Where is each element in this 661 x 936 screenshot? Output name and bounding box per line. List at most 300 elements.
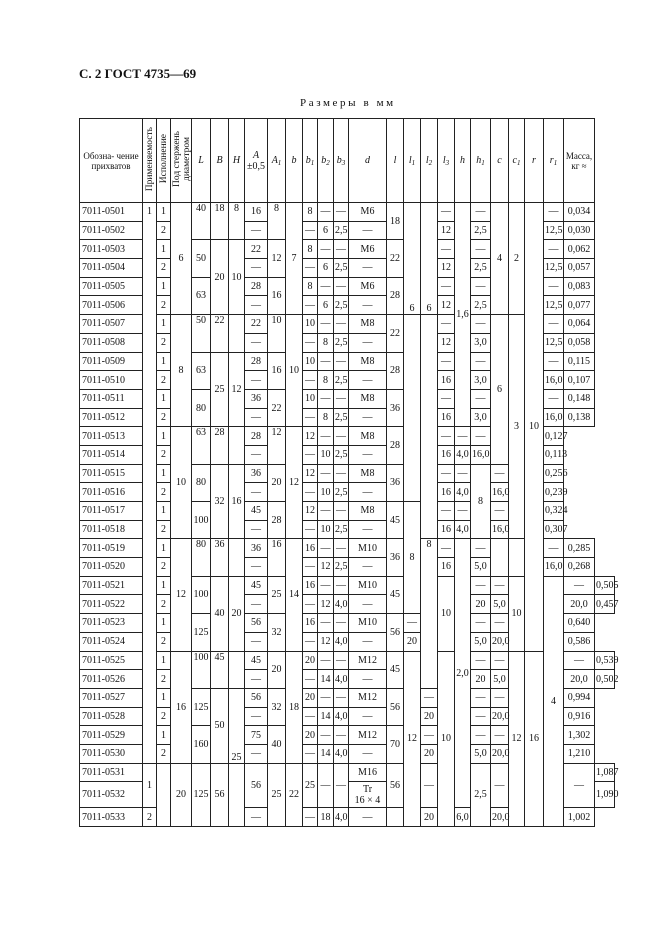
- B-cell: 22: [211, 315, 229, 352]
- execution-cell: 1: [157, 389, 171, 408]
- h1-cell: 5,0: [471, 744, 491, 763]
- b1-cell: —: [303, 808, 318, 827]
- b1-cell: —: [303, 445, 318, 464]
- designation-cell: 7011-0504: [80, 259, 143, 278]
- b2-cell: 6: [318, 259, 334, 278]
- table-row: [80, 203, 615, 222]
- col-l: l: [387, 119, 404, 203]
- A1-cell: 10: [268, 315, 286, 352]
- b-cell: 14: [286, 539, 303, 651]
- r1-cell: —: [564, 763, 595, 808]
- mass-cell: 0,502: [595, 670, 615, 689]
- execution-cell: 1: [157, 726, 171, 745]
- mass-cell: 0,539: [595, 651, 615, 670]
- h1-cell: —: [491, 763, 509, 808]
- designation-cell: 7011-0531: [80, 763, 143, 782]
- A-cell: —: [245, 520, 268, 539]
- l3-cell: 20: [421, 744, 438, 763]
- l3-cell: 20: [404, 632, 421, 651]
- col-b3: $b_3$: [334, 119, 349, 203]
- col-l1: $l_1$: [404, 119, 421, 203]
- b1-cell: 20: [303, 726, 318, 745]
- d-cell: Tr 16 × 4: [349, 782, 387, 808]
- r1-cell: 16,0: [544, 371, 564, 390]
- h1-cell: —: [471, 277, 491, 296]
- col-A1: $A_1$: [268, 119, 286, 203]
- b1-cell: 12: [303, 464, 318, 483]
- l3-cell: —: [438, 539, 455, 558]
- designation-cell: 7011-0502: [80, 221, 143, 240]
- L-cell: 80: [192, 464, 211, 501]
- r1-cell: —: [564, 576, 595, 595]
- b1-cell: 16: [303, 614, 318, 633]
- designation-cell: 7011-0510: [80, 371, 143, 390]
- mass-cell: 0,034: [564, 203, 595, 222]
- d-cell: М8: [349, 315, 387, 334]
- execution-cell: 1: [157, 576, 171, 595]
- b2-cell: —: [318, 688, 334, 707]
- b2-cell: 6: [318, 296, 334, 315]
- A1-cell: 28: [268, 502, 286, 539]
- d-cell: —: [349, 632, 387, 651]
- l3-cell: 12: [438, 259, 455, 278]
- h1-cell: 2,5: [471, 221, 491, 240]
- d-cell: —: [349, 595, 387, 614]
- A1-cell: 12: [268, 240, 286, 277]
- r1-cell: 16,0: [491, 520, 509, 539]
- d-cell: М8: [349, 464, 387, 483]
- h1-cell: 5,0: [491, 595, 509, 614]
- designation-cell: 7011-0511: [80, 389, 143, 408]
- l3-cell: —: [438, 464, 455, 483]
- l3-cell: —: [438, 427, 455, 446]
- H-cell: [229, 763, 245, 826]
- b3-cell: 2,5: [334, 333, 349, 352]
- r1-cell: 12,5: [544, 259, 564, 278]
- c1-cell: [509, 539, 525, 576]
- A-cell: 28: [245, 427, 268, 446]
- d-cell: —: [349, 408, 387, 427]
- r1-cell: 12,5: [544, 221, 564, 240]
- l3-cell: —: [438, 352, 455, 371]
- b-cell: 7: [286, 203, 303, 315]
- h1-cell: 5,0: [471, 632, 491, 651]
- mass-cell: 0,148: [564, 389, 595, 408]
- b3-cell: —: [334, 315, 349, 334]
- rod-diameter-cell: 6: [171, 203, 192, 315]
- designation-cell: 7011-0533: [80, 808, 143, 827]
- c1-cell: 4: [544, 576, 564, 826]
- execution-cell: 1: [157, 427, 171, 446]
- l-cell: 22: [387, 315, 404, 352]
- r1-cell: —: [544, 315, 564, 334]
- l3-cell: —: [421, 688, 438, 707]
- L-cell: 80: [192, 539, 211, 576]
- l-cell: 28: [387, 352, 404, 389]
- h1-cell: —: [471, 614, 491, 633]
- A1-cell: 8: [268, 203, 286, 240]
- b1-cell: 8: [303, 203, 318, 222]
- h1-cell: 5,0: [471, 558, 491, 577]
- b1-cell: —: [303, 632, 318, 651]
- b1-cell: —: [303, 296, 318, 315]
- L-cell: 50: [192, 315, 211, 352]
- b3-cell: 2,5: [334, 371, 349, 390]
- execution-cell: 1: [157, 502, 171, 521]
- d-cell: М8: [349, 389, 387, 408]
- A-cell: 16: [245, 203, 268, 222]
- L-cell: 100: [192, 576, 211, 613]
- col-H: H: [229, 119, 245, 203]
- designation-cell: 7011-0522: [80, 595, 143, 614]
- b1-cell: 10: [303, 389, 318, 408]
- r1-cell: —: [471, 427, 491, 446]
- execution-cell: 1: [157, 277, 171, 296]
- H-cell: 16: [229, 464, 245, 539]
- execution-cell: 1: [157, 352, 171, 371]
- col-c: c: [491, 119, 509, 203]
- A-cell: —: [245, 744, 268, 763]
- b1-cell: —: [303, 744, 318, 763]
- l2-cell: 8: [421, 539, 438, 689]
- designation-cell: 7011-0517: [80, 502, 143, 521]
- A-cell: 45: [245, 576, 268, 595]
- b-cell: 10: [286, 315, 303, 427]
- b1-cell: —: [303, 595, 318, 614]
- mass-cell: 0,113: [544, 445, 564, 464]
- A1-cell: 25: [268, 576, 286, 613]
- b2-cell: —: [318, 277, 334, 296]
- l-cell: 56: [387, 688, 404, 725]
- h1-cell: 5,0: [491, 670, 509, 689]
- c-cell: 12: [509, 651, 525, 827]
- designation-cell: 7011-0505: [80, 277, 143, 296]
- h1-cell: 2,5: [471, 296, 491, 315]
- b2-cell: 10: [318, 445, 334, 464]
- applicability-cell: 2: [143, 808, 157, 827]
- dimensions-caption: Размеры в мм: [300, 97, 396, 109]
- b1-cell: 16: [303, 539, 318, 558]
- l3-cell: 20: [471, 670, 491, 689]
- b3-cell: 4,0: [334, 670, 349, 689]
- d-cell: М6: [349, 203, 387, 222]
- l3-cell: 16: [438, 520, 455, 539]
- b2-cell: 12: [318, 595, 334, 614]
- mass-cell: 0,083: [564, 277, 595, 296]
- b2-cell: 14: [318, 670, 334, 689]
- b2-cell: 14: [318, 744, 334, 763]
- mass-cell: 0,057: [564, 259, 595, 278]
- execution-cell: 1: [157, 651, 171, 670]
- b3-cell: —: [334, 539, 349, 558]
- r1-cell: —: [491, 688, 509, 707]
- b2-cell: —: [318, 614, 334, 633]
- r1-cell: —: [544, 203, 564, 222]
- b1-cell: 8: [303, 240, 318, 259]
- b2-cell: —: [318, 539, 334, 558]
- mass-cell: 0,138: [564, 408, 595, 427]
- c1-cell: 2: [509, 203, 525, 315]
- mass-cell: 0,285: [564, 539, 595, 558]
- b2-cell: —: [318, 240, 334, 259]
- b3-cell: —: [334, 240, 349, 259]
- l-cell: 45: [387, 651, 404, 688]
- b3-cell: 2,5: [334, 221, 349, 240]
- col-l3: $l_3$: [438, 119, 455, 203]
- b3-cell: —: [334, 688, 349, 707]
- execution-cell: 2: [157, 445, 171, 464]
- col-A: A ±0,5: [245, 119, 268, 203]
- r1-cell: —: [491, 726, 509, 745]
- h1-cell: —: [471, 203, 491, 222]
- b3-cell: —: [334, 427, 349, 446]
- H-cell: 25: [229, 688, 245, 763]
- b1-cell: —: [303, 333, 318, 352]
- b2-cell: 8: [318, 408, 334, 427]
- d-cell: М8: [349, 502, 387, 521]
- h1-cell: —: [471, 389, 491, 408]
- mass-cell: 0,268: [564, 558, 595, 577]
- h1-cell: —: [471, 240, 491, 259]
- l3-cell: 20: [471, 595, 491, 614]
- l3-cell: 12: [438, 333, 455, 352]
- mass-cell: 0,256: [544, 464, 564, 483]
- d-cell: —: [349, 259, 387, 278]
- r1-cell: 20,0: [491, 808, 509, 827]
- c-cell: 10: [509, 576, 525, 651]
- b2-cell: 10: [318, 520, 334, 539]
- l3-cell: 16: [438, 445, 455, 464]
- b2-cell: —: [318, 502, 334, 521]
- l3-cell: 16: [438, 558, 455, 577]
- designation-cell: 7011-0519: [80, 539, 143, 558]
- A-cell: —: [245, 221, 268, 240]
- col-applicability: Применяемость: [143, 119, 157, 203]
- designation-cell: 7011-0508: [80, 333, 143, 352]
- c-cell: 6: [491, 315, 509, 465]
- A1-cell: 12: [268, 427, 286, 464]
- mass-cell: 0,062: [564, 240, 595, 259]
- execution-cell: 1: [157, 464, 171, 483]
- A1-cell: 16: [268, 539, 286, 576]
- clamps-dimensions-table: [79, 118, 619, 827]
- mass-cell: 0,127: [544, 427, 564, 446]
- col-b: b: [286, 119, 303, 203]
- d-cell: —: [349, 520, 387, 539]
- r1-cell: 12,5: [544, 296, 564, 315]
- A-cell: —: [245, 483, 268, 502]
- designation-cell: 7011-0503: [80, 240, 143, 259]
- A-cell: —: [245, 259, 268, 278]
- b1-cell: 25: [303, 763, 318, 808]
- designation-cell: 7011-0509: [80, 352, 143, 371]
- l3-cell: —: [404, 614, 421, 633]
- b-cell: 12: [286, 427, 303, 539]
- b1-cell: —: [303, 558, 318, 577]
- b3-cell: —: [334, 277, 349, 296]
- c-cell: [491, 539, 509, 576]
- r1-cell: 12,5: [544, 333, 564, 352]
- execution-cell: 2: [157, 371, 171, 390]
- h1-cell: —: [471, 315, 491, 334]
- H-cell: [229, 651, 245, 688]
- h1-cell: 3,0: [471, 408, 491, 427]
- b2-cell: —: [318, 726, 334, 745]
- execution-cell: 1: [157, 240, 171, 259]
- h1-cell: —: [491, 651, 509, 670]
- l3-cell: —: [471, 651, 491, 670]
- A1-cell: 32: [268, 688, 286, 725]
- b1-cell: 10: [303, 315, 318, 334]
- b3-cell: —: [334, 203, 349, 222]
- A-cell: 28: [245, 352, 268, 371]
- execution-cell: 2: [157, 520, 171, 539]
- h1-cell: —: [471, 352, 491, 371]
- l3-cell: —: [421, 726, 438, 745]
- l3-cell: 16: [438, 371, 455, 390]
- b3-cell: 2,5: [334, 259, 349, 278]
- b1-cell: 20: [303, 688, 318, 707]
- l3-cell: 20: [421, 707, 438, 726]
- mass-cell: 0,064: [564, 315, 595, 334]
- execution-cell: 2: [157, 333, 171, 352]
- b3-cell: —: [334, 651, 349, 670]
- b3-cell: —: [334, 352, 349, 371]
- execution-cell: 2: [157, 558, 171, 577]
- l-cell: 45: [387, 502, 404, 539]
- h1-cell: —: [455, 427, 471, 446]
- A-cell: —: [245, 632, 268, 651]
- d-cell: —: [349, 445, 387, 464]
- l1-cell: 6: [404, 203, 421, 315]
- h1-cell: 6,0: [455, 808, 471, 827]
- h-cell: 2,0: [455, 539, 471, 808]
- col-rod-diameter: Под стержень диаметром: [171, 119, 192, 203]
- b1-cell: 10: [303, 352, 318, 371]
- B-cell: 45: [211, 651, 229, 688]
- designation-cell: 7011-0529: [80, 726, 143, 745]
- B-cell: 28: [211, 427, 229, 464]
- d-cell: —: [349, 558, 387, 577]
- b2-cell: —: [318, 315, 334, 334]
- A1-cell: 22: [268, 389, 286, 426]
- mass-cell: 1,210: [564, 744, 595, 763]
- A-cell: 36: [245, 539, 268, 558]
- h1-cell: —: [471, 539, 491, 558]
- table-body: [80, 203, 619, 827]
- b1-cell: 20: [303, 651, 318, 670]
- B-cell: 50: [211, 688, 229, 763]
- execution-cell: 2: [157, 259, 171, 278]
- applicability-cell: 1: [143, 763, 157, 808]
- b3-cell: 4,0: [334, 707, 349, 726]
- b1-cell: 12: [303, 502, 318, 521]
- d-cell: —: [349, 296, 387, 315]
- designation-cell: 7011-0516: [80, 483, 143, 502]
- l2-cell: [421, 315, 438, 539]
- l1-cell: [404, 315, 421, 502]
- l3-cell: 12: [438, 296, 455, 315]
- b2-cell: 14: [318, 707, 334, 726]
- l3-cell: —: [421, 763, 438, 808]
- execution-cell: 2: [157, 707, 171, 726]
- H-cell: 8: [229, 203, 245, 240]
- r1-cell: 20,0: [491, 744, 509, 763]
- d-cell: —: [349, 808, 387, 827]
- mass-cell: 1,090: [595, 782, 615, 808]
- b2-cell: —: [318, 427, 334, 446]
- h1-cell: —: [455, 502, 471, 521]
- L-cell: 100: [192, 502, 211, 539]
- A-cell: —: [245, 371, 268, 390]
- l-cell: 36: [387, 464, 404, 501]
- r-cell: 16: [525, 651, 544, 827]
- mass-cell: 0,324: [544, 502, 564, 521]
- execution-cell: 2: [157, 483, 171, 502]
- b3-cell: 2,5: [334, 445, 349, 464]
- l3-cell: —: [471, 576, 491, 595]
- d-cell: М16: [349, 763, 387, 782]
- designation-cell: 7011-0530: [80, 744, 143, 763]
- L-cell: 80: [192, 389, 211, 426]
- b3-cell: 4,0: [334, 808, 349, 827]
- A-cell: —: [245, 296, 268, 315]
- b-cell: 18: [286, 651, 303, 763]
- h1-cell: 4,0: [455, 483, 471, 502]
- l-cell: 45: [387, 576, 404, 613]
- r1-cell: —: [544, 240, 564, 259]
- B-cell: 18: [211, 203, 229, 240]
- L-cell: 125: [192, 688, 211, 725]
- l-cell: 70: [387, 726, 404, 763]
- H-cell: [229, 539, 245, 576]
- designation-cell: 7011-0527: [80, 688, 143, 707]
- designation-cell: 7011-0532: [80, 782, 143, 808]
- execution-cell: 2: [157, 408, 171, 427]
- b1-cell: —: [303, 483, 318, 502]
- l1-cell: 10: [438, 576, 455, 651]
- A-cell: —: [245, 333, 268, 352]
- h1-cell: 2,5: [471, 259, 491, 278]
- execution-cell: 2: [157, 221, 171, 240]
- mass-cell: 1,302: [564, 726, 595, 745]
- mass-cell: 0,307: [544, 520, 564, 539]
- r1-cell: 16,0: [491, 483, 509, 502]
- B-cell: 20: [211, 240, 229, 315]
- d-cell: —: [349, 744, 387, 763]
- l-cell: 56: [387, 614, 404, 651]
- L-cell: 50: [192, 240, 211, 277]
- b3-cell: —: [334, 464, 349, 483]
- b3-cell: 2,5: [334, 408, 349, 427]
- b3-cell: 2,5: [334, 520, 349, 539]
- b1-cell: —: [303, 408, 318, 427]
- mass-cell: 0,239: [544, 483, 564, 502]
- col-designation: Обозна- чение прихватов: [80, 119, 143, 203]
- designation-cell: 7011-0514: [80, 445, 143, 464]
- l2-cell: 10: [438, 651, 455, 827]
- A1-cell: 20: [268, 464, 286, 501]
- H-cell: [229, 427, 245, 464]
- designation-cell: 7011-0507: [80, 315, 143, 334]
- b2-cell: 8: [318, 333, 334, 352]
- mass-cell: 0,457: [595, 595, 615, 614]
- b3-cell: 2,5: [334, 483, 349, 502]
- h1-cell: 3,0: [471, 371, 491, 390]
- A-cell: —: [245, 445, 268, 464]
- mass-cell: 1,002: [564, 808, 595, 827]
- designation-cell: 7011-0520: [80, 558, 143, 577]
